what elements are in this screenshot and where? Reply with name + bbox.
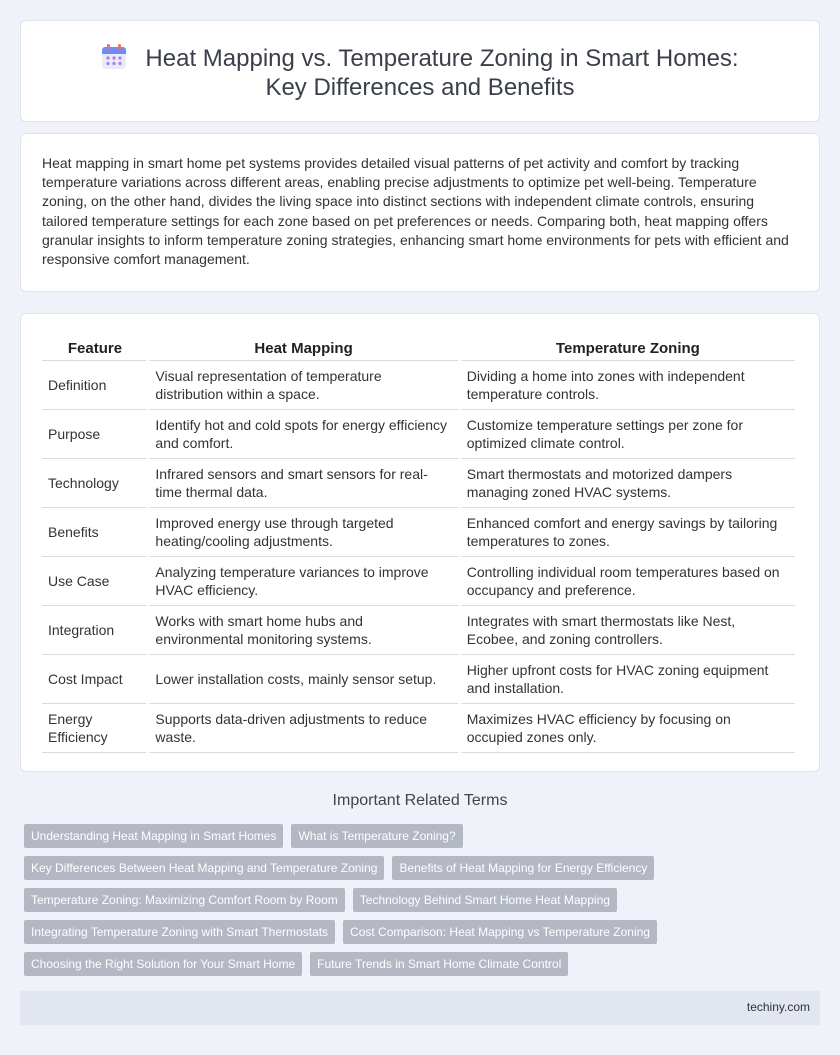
footer xyxy=(20,991,820,1025)
feature-cell: Integration xyxy=(42,605,148,654)
page-title-text: Heat Mapping vs. Temperature Zoning in Smart Homes: Key Differences and Benefits xyxy=(145,45,739,101)
footer-site-name: techiny.com xyxy=(746,1000,810,1014)
heat-mapping-cell: Supports data-driven adjustments to reduce waste. xyxy=(148,703,459,752)
header-card xyxy=(20,20,820,122)
temperature-zoning-cell: Higher upfront costs for HVAC zoning equipment and installation. xyxy=(459,654,796,703)
heat-mapping-cell: Improved energy use through targeted heating/cooling adjustments. xyxy=(148,507,459,556)
calendar-icon xyxy=(101,44,127,70)
table-row xyxy=(42,556,797,605)
temperature-zoning-cell: Smart thermostats and motorized dampers managing zoned HVAC systems. xyxy=(459,458,796,507)
related-term-link[interactable]: Choosing the Right Solution for Your Smart Home xyxy=(24,952,302,976)
table-row xyxy=(42,605,797,654)
temperature-zoning-cell: Customize temperature settings per zone for optimized climate control. xyxy=(459,409,796,458)
related-term-link[interactable]: Benefits of Heat Mapping for Energy Efficiency xyxy=(392,856,654,880)
column-header-feature: Feature xyxy=(42,334,148,360)
related-term-link[interactable]: What is Temperature Zoning? xyxy=(291,824,462,848)
related-term-link[interactable]: Temperature Zoning: Maximizing Comfort Room by Room xyxy=(24,888,345,912)
header xyxy=(21,44,819,102)
related-term-link[interactable]: Understanding Heat Mapping in Smart Homes xyxy=(24,824,283,848)
table-row xyxy=(42,703,797,752)
page-title xyxy=(21,44,819,102)
temperature-zoning-cell: Integrates with smart thermostats like Nest, Ecobee, and zoning controllers. xyxy=(459,605,796,654)
feature-cell: Cost Impact xyxy=(42,654,148,703)
table-row xyxy=(42,409,797,458)
table-row xyxy=(42,360,797,409)
column-header-temperature-zoning: Temperature Zoning xyxy=(459,334,796,360)
table-row xyxy=(42,458,797,507)
heat-mapping-cell: Visual representation of temperature distribution within a space. xyxy=(148,360,459,409)
temperature-zoning-cell: Controlling individual room temperatures based on occupancy and preference. xyxy=(459,556,796,605)
table-header-row xyxy=(42,334,797,360)
comparison-card xyxy=(20,313,820,772)
feature-cell: Definition xyxy=(42,360,148,409)
heat-mapping-cell: Works with smart home hubs and environmental monitoring systems. xyxy=(148,605,459,654)
feature-cell: Energy Efficiency xyxy=(42,703,148,752)
heat-mapping-cell: Lower installation costs, mainly sensor setup. xyxy=(148,654,459,703)
feature-cell: Purpose xyxy=(42,409,148,458)
comparison-table xyxy=(42,334,798,753)
intro-paragraph: Heat mapping in smart home pet systems provides detailed visual patterns of pet activity and comfort by tracking temperature variations across different areas, enabling precise adjustments to optimize pet well-being. Temperature zoning, on the other hand, divides the living space into distinct sections with independent climate controls, ensuring tailored temperature settings for each zone based on pet preferences or needs. Comparing both, heat mapping offers granular insights to inform temperature zoning strategies, enhancing smart home environments for pets with efficient and responsive comfort management. xyxy=(42,155,789,268)
temperature-zoning-cell: Maximizes HVAC efficiency by focusing on occupied zones only. xyxy=(459,703,796,752)
related-term-link[interactable]: Cost Comparison: Heat Mapping vs Temperature Zoning xyxy=(343,920,657,944)
table-row xyxy=(42,507,797,556)
feature-cell: Benefits xyxy=(42,507,148,556)
heat-mapping-cell: Identify hot and cold spots for energy efficiency and comfort. xyxy=(148,409,459,458)
column-header-heat-mapping: Heat Mapping xyxy=(148,334,459,360)
related-term-link[interactable]: Key Differences Between Heat Mapping and Temperature Zoning xyxy=(24,856,384,880)
related-terms-list xyxy=(24,824,814,976)
temperature-zoning-cell: Dividing a home into zones with independent temperature controls. xyxy=(459,360,796,409)
feature-cell: Use Case xyxy=(42,556,148,605)
heat-mapping-cell: Infrared sensors and smart sensors for real-time thermal data. xyxy=(148,458,459,507)
related-terms-heading: Important Related Terms xyxy=(332,792,508,809)
related-term-link[interactable]: Technology Behind Smart Home Heat Mapping xyxy=(353,888,617,912)
feature-cell: Technology xyxy=(42,458,148,507)
related-term-link[interactable]: Integrating Temperature Zoning with Smart Thermostats xyxy=(24,920,335,944)
temperature-zoning-cell: Enhanced comfort and energy savings by tailoring temperatures to zones. xyxy=(459,507,796,556)
related-term-link[interactable]: Future Trends in Smart Home Climate Control xyxy=(310,952,568,976)
intro-card xyxy=(20,133,820,292)
heat-mapping-cell: Analyzing temperature variances to improve HVAC efficiency. xyxy=(148,556,459,605)
table-row xyxy=(42,654,797,703)
